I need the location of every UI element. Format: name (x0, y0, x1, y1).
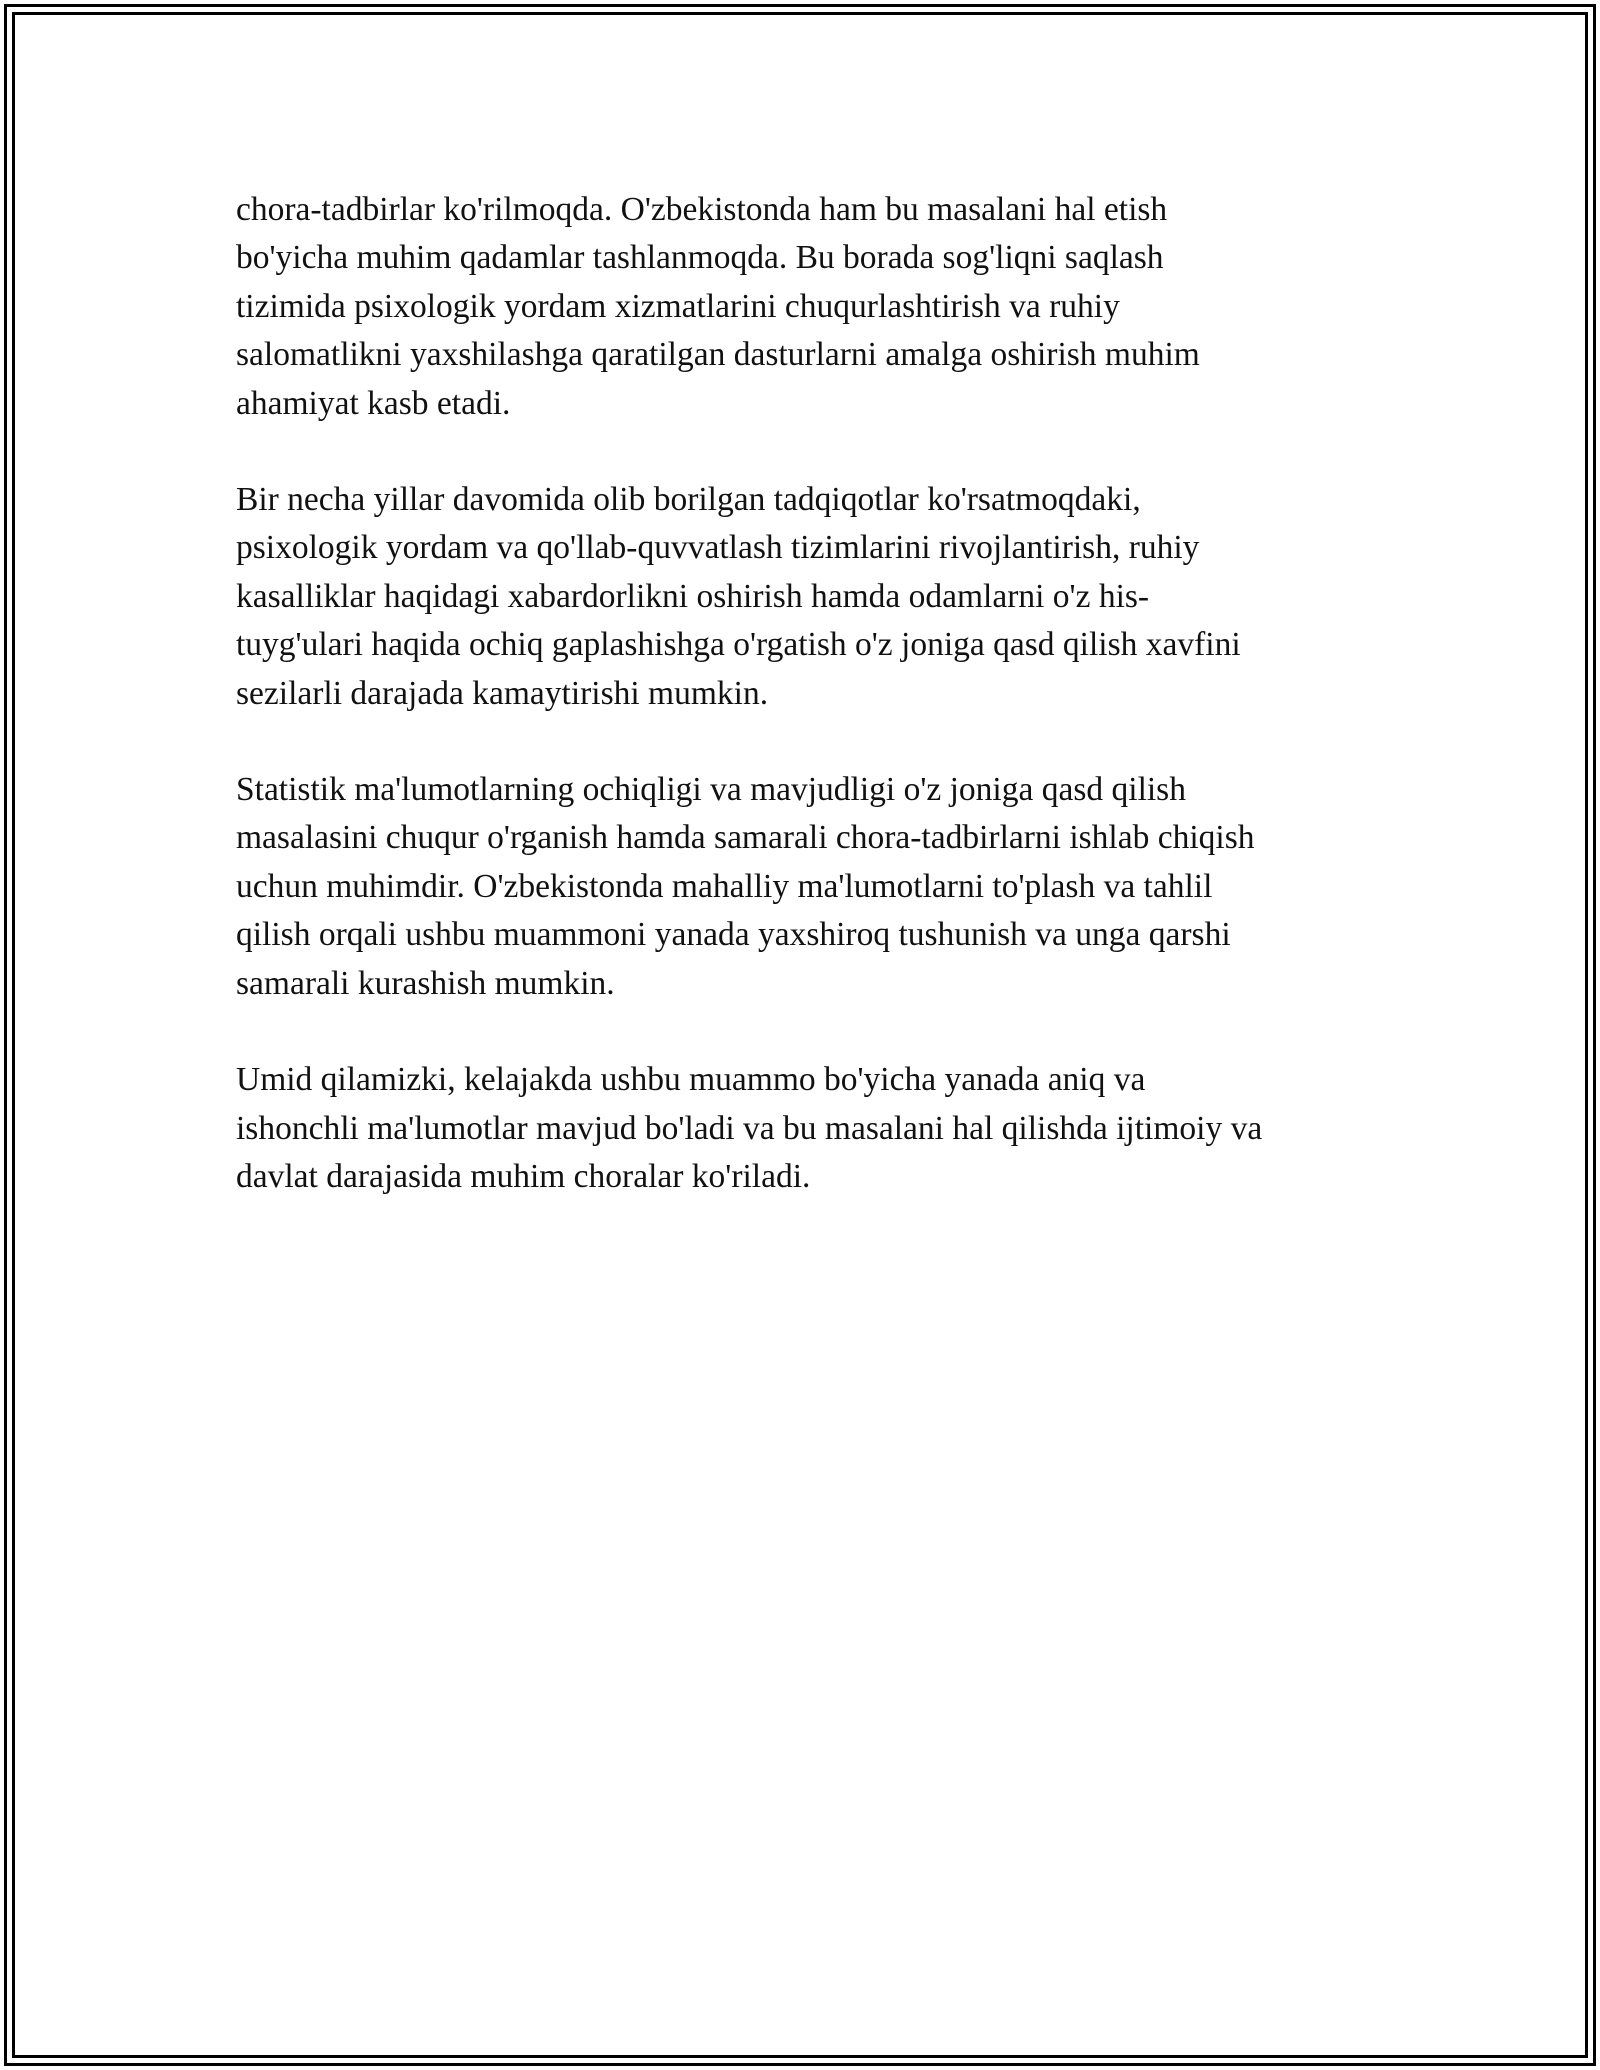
text-line: tuyg'ulari haqida ochiq gaplashishga o'rgatish o'z joniga qasd qilish xavfini (236, 626, 1241, 664)
paragraph-2 (236, 476, 1406, 718)
text-line: bo'yicha muhim qadamlar tashlanmoqda. Bu borada sog'liqni saqlash (236, 239, 1164, 277)
text-line: kasalliklar haqidagi xabardorlikni oshirish hamda odamlarni o'z his- (236, 577, 1150, 615)
text-line: Bir necha yillar davomida olib borilgan tadqiqotlar ko'rsatmoqdaki, (236, 481, 1141, 519)
text-line: ishonchli ma'lumotlar mavjud bo'ladi va bu masalani hal qilishda ijtimoiy va (236, 1109, 1263, 1147)
text-line: samarali kurashish mumkin. (236, 964, 615, 1002)
text-line: salomatlikni yaxshilashga qaratilgan dasturlarni amalga oshirish muhim (236, 336, 1200, 374)
document-body (236, 186, 1406, 1201)
text-line: psixologik yordam va qo'llab-quvvatlash tizimlarini rivojlantirish, ruhiy (236, 529, 1200, 567)
text-line: davlat darajasida muhim choralar ko'riladi. (236, 1157, 811, 1195)
text-line: ahamiyat kasb etadi. (236, 384, 511, 422)
text-line: tizimida psixologik yordam xizmatlarini chuqurlashtirish va ruhiy (236, 287, 1120, 325)
paragraph-4 (236, 1056, 1406, 1201)
text-line: sezilarli darajada kamaytirishi mumkin. (236, 674, 769, 712)
text-line: uchun muhimdir. O'zbekistonda mahalliy ma'lumotlarni to'plash va tahlil (236, 867, 1213, 905)
paragraph-1 (236, 186, 1406, 428)
text-line: masalasini chuqur o'rganish hamda samarali chora-tadbirlarni ishlab chiqish (236, 819, 1255, 857)
paragraph-3 (236, 766, 1406, 1008)
text-line: chora-tadbirlar ko'rilmoqda. O'zbekistonda ham bu masalani hal etish (236, 191, 1168, 228)
text-line: Statistik ma'lumotlarning ochiqligi va mavjudligi o'z joniga qasd qilish (236, 771, 1186, 809)
text-line: Umid qilamizki, kelajakda ushbu muammo bo'yicha yanada aniq va (236, 1061, 1146, 1099)
text-line: qilish orqali ushbu muammoni yanada yaxshiroq tushunish va unga qarshi (236, 916, 1231, 954)
